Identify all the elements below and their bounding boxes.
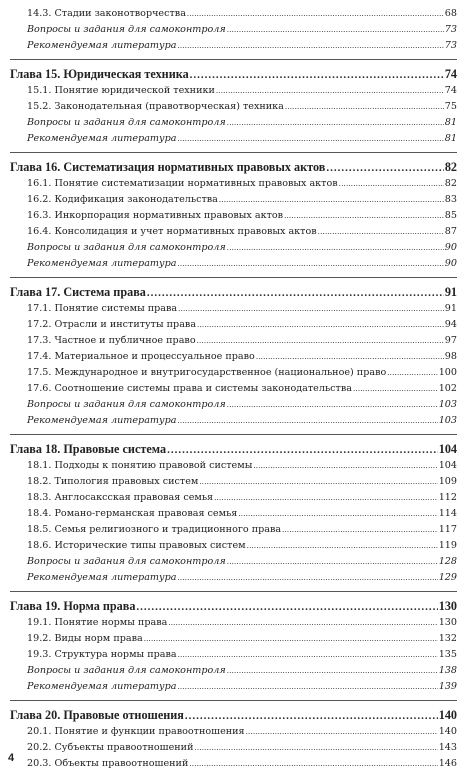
dot-leader xyxy=(197,333,444,349)
section-title: Вопросы и задания для самоконтроля xyxy=(27,556,226,567)
section-title: 16.2. Кодификация законодательства xyxy=(27,194,218,205)
page-ref: 97 xyxy=(444,335,457,346)
section-title: 18.2. Типология правовых систем xyxy=(27,476,199,487)
section-title: Рекомендуемая литература xyxy=(27,681,177,692)
chapter-title: Глава 16. Систематизация нормативных правовых актов xyxy=(10,160,326,174)
page-ref: 74 xyxy=(444,85,457,96)
page-ref: 112 xyxy=(438,492,457,503)
page-ref: 129 xyxy=(438,572,457,583)
toc-section-entry[interactable] xyxy=(10,474,457,490)
dot-leader xyxy=(227,663,438,679)
dot-leader xyxy=(185,707,438,724)
section-title: Вопросы и задания для самоконтроля xyxy=(27,24,226,35)
section-title: 18.6. Исторические типы правовых систем xyxy=(27,540,246,551)
section-title: Вопросы и задания для самоконтроля xyxy=(27,117,226,128)
dot-leader xyxy=(177,679,437,695)
dot-leader xyxy=(136,598,437,615)
section-title: Вопросы и задания для самоконтроля xyxy=(27,665,226,676)
toc-section-entry[interactable] xyxy=(10,333,457,349)
page-ref: 82 xyxy=(444,178,457,189)
section-title: 18.1. Подходы к понятию правовой системы xyxy=(27,460,253,471)
page-ref: 81 xyxy=(444,133,457,144)
section-title: 17.2. Отрасли и институты права xyxy=(27,319,197,330)
section-title: Вопросы и задания для самоконтроля xyxy=(27,242,226,253)
dot-leader xyxy=(216,83,444,99)
toc-chapter-entry[interactable] xyxy=(10,158,457,176)
page-ref: 146 xyxy=(438,758,457,769)
page-ref: 74 xyxy=(444,67,457,81)
toc-section-entry[interactable] xyxy=(10,6,457,22)
page-ref: 130 xyxy=(438,617,457,628)
dot-leader xyxy=(253,458,437,474)
page-ref: 114 xyxy=(438,508,457,519)
page-ref: 104 xyxy=(438,442,457,456)
page-ref: 109 xyxy=(438,476,457,487)
chapter-title: Глава 17. Система права xyxy=(10,285,146,299)
section-title: 20.1. Понятие и функции правоотношения xyxy=(27,726,245,737)
page-ref: 100 xyxy=(438,367,457,378)
dot-leader xyxy=(282,522,438,538)
dot-leader xyxy=(167,441,438,458)
section-title: 19.2. Виды норм права xyxy=(27,633,143,644)
dot-leader xyxy=(318,224,444,240)
section-title: 15.2. Законодательная (правотворческая) техника xyxy=(27,101,284,112)
section-title: 17.3. Частное и публичное право xyxy=(27,335,196,346)
page-ref: 103 xyxy=(438,415,457,426)
page-ref: 140 xyxy=(438,726,457,737)
section-title: Рекомендуемая литература xyxy=(27,572,177,583)
dot-leader xyxy=(353,381,438,397)
page-ref: 91 xyxy=(444,285,457,299)
dot-leader xyxy=(227,240,444,256)
toc-section-entry[interactable] xyxy=(10,365,457,381)
dot-leader xyxy=(256,349,444,365)
dot-leader xyxy=(326,159,443,176)
chapter-divider xyxy=(10,152,457,153)
dot-leader xyxy=(387,365,437,381)
page-ref: 140 xyxy=(438,708,457,722)
page-ref: 143 xyxy=(438,742,457,753)
dot-leader xyxy=(197,317,444,333)
section-title: 14.3. Стадии законотворчества xyxy=(27,8,186,19)
dot-leader xyxy=(144,631,438,647)
page-ref: 87 xyxy=(444,226,457,237)
page-ref: 75 xyxy=(444,101,457,112)
dot-leader xyxy=(187,6,444,22)
page-ref: 132 xyxy=(438,633,457,644)
page-ref: 90 xyxy=(444,242,457,253)
chapter-divider xyxy=(10,59,457,60)
toc-section-entry[interactable] xyxy=(10,317,457,333)
dot-leader xyxy=(190,66,444,83)
page-ref: 85 xyxy=(444,210,457,221)
dot-leader xyxy=(285,99,444,115)
dot-leader xyxy=(178,647,438,663)
section-title: 16.3. Инкорпорация нормативных правовых актов xyxy=(27,210,284,221)
page-ref: 138 xyxy=(438,665,457,676)
section-title: 18.5. Семья религиозного и традиционного права xyxy=(27,524,282,535)
section-title: 17.5. Международное и внутригосударственное (национальное) право xyxy=(27,367,387,378)
toc-section-entry[interactable] xyxy=(10,240,457,256)
section-title: 17.1. Понятие системы права xyxy=(27,303,178,314)
toc-section-entry[interactable] xyxy=(10,256,457,272)
toc-chapter-entry[interactable] xyxy=(10,440,457,458)
toc-section-entry[interactable] xyxy=(10,522,457,538)
page-ref: 68 xyxy=(444,8,457,19)
page-ref: 81 xyxy=(444,117,457,128)
section-title: 20.3. Объекты правоотношений xyxy=(27,758,189,769)
section-title: Рекомендуемая литература xyxy=(27,258,177,269)
page-ref: 128 xyxy=(438,556,457,567)
toc-chapter-entry[interactable] xyxy=(10,65,457,83)
toc-section-entry[interactable] xyxy=(10,570,457,586)
toc-section-entry[interactable] xyxy=(10,38,457,54)
section-title: 18.3. Англосаксская правовая семья xyxy=(27,492,214,503)
toc-section-entry[interactable] xyxy=(10,413,457,429)
toc-section-entry[interactable] xyxy=(10,538,457,554)
page-ref: 103 xyxy=(438,399,457,410)
dot-leader xyxy=(227,22,444,38)
page-ref: 91 xyxy=(444,303,457,314)
chapter-title: Глава 15. Юридическая техника xyxy=(10,67,189,81)
section-title: 20.2. Субъекты правоотношений xyxy=(27,742,194,753)
section-title: 15.1. Понятие юридической техники xyxy=(27,85,215,96)
dot-leader xyxy=(284,208,444,224)
toc-section-entry[interactable] xyxy=(10,740,457,756)
toc-section-entry[interactable] xyxy=(10,631,457,647)
toc-section-entry[interactable] xyxy=(10,131,457,147)
chapter-title: Глава 20. Правовые отношения xyxy=(10,708,184,722)
toc-section-entry[interactable] xyxy=(10,99,457,115)
section-title: Вопросы и задания для самоконтроля xyxy=(27,399,226,410)
dot-leader xyxy=(177,413,437,429)
toc-section-entry[interactable] xyxy=(10,458,457,474)
dot-leader xyxy=(147,284,444,301)
page-ref: 98 xyxy=(444,351,457,362)
section-title: 19.1. Понятие нормы права xyxy=(27,617,168,628)
chapter-divider xyxy=(10,277,457,278)
toc-section-entry[interactable] xyxy=(10,615,457,631)
section-title: Рекомендуемая литература xyxy=(27,133,177,144)
section-title: 17.4. Материальное и процессуальное право xyxy=(27,351,255,362)
dot-leader xyxy=(177,570,437,586)
dot-leader xyxy=(247,538,438,554)
toc-section-entry[interactable] xyxy=(10,192,457,208)
page-ref: 102 xyxy=(438,383,457,394)
page-ref: 82 xyxy=(444,160,457,174)
toc-section-entry[interactable] xyxy=(10,506,457,522)
dot-leader xyxy=(339,176,444,192)
page-ref: 94 xyxy=(444,319,457,330)
dot-leader xyxy=(227,397,438,413)
dot-leader xyxy=(194,740,437,756)
dot-leader xyxy=(177,131,443,147)
dot-leader xyxy=(227,115,444,131)
page-number: 4 xyxy=(8,752,15,764)
dot-leader xyxy=(178,301,444,317)
dot-leader xyxy=(227,554,438,570)
chapter-divider xyxy=(10,434,457,435)
toc-section-entry[interactable] xyxy=(10,724,457,740)
toc-section-entry[interactable] xyxy=(10,663,457,679)
dot-leader xyxy=(177,38,443,54)
toc-section-entry[interactable] xyxy=(10,397,457,413)
dot-leader xyxy=(189,756,437,772)
dot-leader xyxy=(219,192,444,208)
toc-section-entry[interactable] xyxy=(10,554,457,570)
page-ref: 90 xyxy=(444,258,457,269)
toc-section-entry[interactable] xyxy=(10,83,457,99)
section-title: 17.6. Соотношение системы права и системы законодательства xyxy=(27,383,352,394)
dot-leader xyxy=(199,474,437,490)
toc-section-entry[interactable] xyxy=(10,115,457,131)
page-ref: 117 xyxy=(438,524,457,535)
toc-section-entry[interactable] xyxy=(10,381,457,397)
toc-section-entry[interactable] xyxy=(10,22,457,38)
section-title: 18.4. Романо-германская правовая семья xyxy=(27,508,238,519)
page-ref: 73 xyxy=(444,40,457,51)
table-of-contents xyxy=(10,6,457,772)
dot-leader xyxy=(168,615,437,631)
page-ref: 73 xyxy=(444,24,457,35)
page-ref: 104 xyxy=(438,460,457,471)
toc-section-entry[interactable] xyxy=(10,679,457,695)
section-title: Рекомендуемая литература xyxy=(27,40,177,51)
chapter-title: Глава 18. Правовые система xyxy=(10,442,167,456)
chapter-title: Глава 19. Норма права xyxy=(10,599,136,613)
toc-chapter-entry[interactable] xyxy=(10,706,457,724)
page-ref: 119 xyxy=(438,540,457,551)
toc-section-entry[interactable] xyxy=(10,208,457,224)
page-ref: 83 xyxy=(444,194,457,205)
chapter-divider xyxy=(10,591,457,592)
section-title: 16.1. Понятие систематизации нормативных правовых актов xyxy=(27,178,338,189)
toc-section-entry[interactable] xyxy=(10,647,457,663)
section-title: 19.3. Структура нормы права xyxy=(27,649,177,660)
toc-section-entry[interactable] xyxy=(10,490,457,506)
dot-leader xyxy=(177,256,443,272)
section-title: Рекомендуемая литература xyxy=(27,415,177,426)
toc-section-entry[interactable] xyxy=(10,224,457,240)
page-ref: 130 xyxy=(438,599,457,613)
toc-section-entry[interactable] xyxy=(10,301,457,317)
toc-section-entry[interactable] xyxy=(10,349,457,365)
section-title: 16.4. Консолидация и учет нормативных правовых актов xyxy=(27,226,317,237)
dot-leader xyxy=(238,506,437,522)
page-ref: 139 xyxy=(438,681,457,692)
page-ref: 135 xyxy=(438,649,457,660)
dot-leader xyxy=(214,490,438,506)
dot-leader xyxy=(246,724,438,740)
toc-chapter-entry[interactable] xyxy=(10,597,457,615)
toc-section-entry[interactable] xyxy=(10,176,457,192)
toc-chapter-entry[interactable] xyxy=(10,283,457,301)
toc-section-entry[interactable] xyxy=(10,756,457,772)
chapter-divider xyxy=(10,700,457,701)
